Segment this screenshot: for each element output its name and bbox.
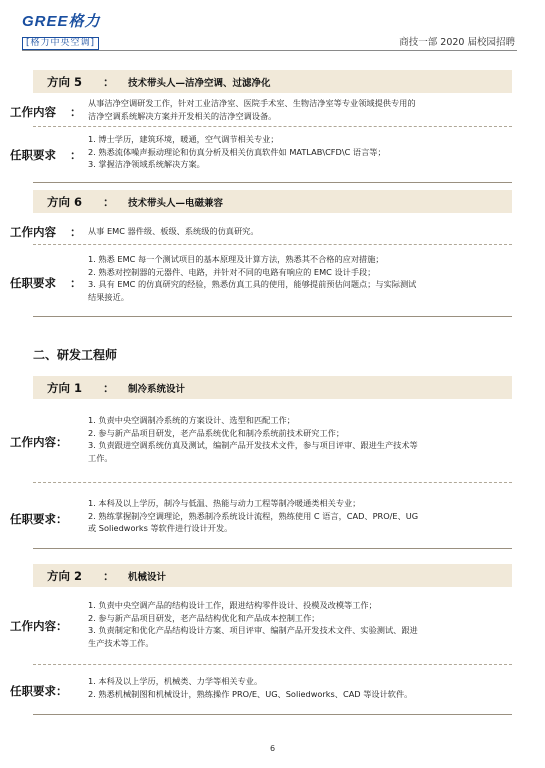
content-line: 1. 本科及以上学历，机械类、力学等相关专业。 — [88, 676, 263, 686]
requirements-label: 任职要求 — [10, 148, 56, 162]
page-number: 6 — [269, 744, 276, 753]
direction-title: 制冷系统设计 — [128, 384, 186, 395]
group-separator — [33, 714, 512, 715]
requirements-label: 任职要求： — [10, 684, 68, 698]
dashed-divider — [33, 244, 512, 245]
gree-logo — [22, 14, 122, 50]
work-content-text — [88, 414, 478, 464]
content-line: 1. 负责中央空调制冷系统的方案设计、选型和匹配工作； — [88, 415, 295, 425]
group-separator — [33, 182, 512, 183]
work-content-label: 工作内容： — [10, 619, 68, 633]
direction-label: 方向 5 — [47, 75, 83, 89]
direction-label: 方向 2 — [47, 569, 83, 583]
content-line: 3. 负责跟进空调系统仿真及测试，编制产品开发技术文件，参与项目评审、跟进生产技术等 — [88, 440, 418, 451]
content-line: 从事洁净空调研发工作，针对工业洁净室、医院手术室、生物洁净室等专业领域提供专用的 — [88, 98, 416, 108]
direction-row — [33, 190, 512, 213]
requirements-label: 任职要求： — [10, 512, 68, 526]
dashed-divider — [33, 664, 512, 665]
direction-colon: ： — [103, 195, 115, 209]
direction-label: 方向 6 — [47, 195, 83, 209]
direction-colon: ： — [103, 75, 115, 89]
content-line: 2. 参与新产品项目研发，老产品结构优化和产品成本控制工作； — [88, 612, 320, 623]
work-content-colon: ： — [70, 105, 82, 119]
header-title: 商技一部 2020 届校园招聘 — [399, 37, 515, 48]
work-content-text — [88, 225, 478, 238]
content-line: 洁净空调系统解决方案并开发相关的洁净空调设备。 — [88, 110, 277, 121]
content-line: 从事 EMC 器件级、板级、系统级的仿真研究。 — [88, 226, 259, 236]
logo-text: GREE格力 — [22, 13, 101, 30]
direction-colon: ： — [103, 381, 115, 395]
content-line: 2. 熟悉对控制器的元器件、电路，并针对不同的电路有响应的 EMC 设计手段； — [88, 266, 376, 277]
content-line: 1. 负责中央空调产品的结构设计工作，跟进结构零件设计、投模及改模等工作； — [88, 600, 377, 610]
direction-row — [33, 376, 512, 399]
content-line: 2. 参与新产品项目研发，老产品系统优化和制冷系统前技术研究工作； — [88, 427, 345, 438]
direction-label: 方向 1 — [47, 381, 83, 395]
content-line: 2. 熟悉流体噪声振动理论和仿真分析及相关仿真软件如 MATLAB\CFD\C 语言等； — [88, 146, 386, 157]
group-separator — [33, 316, 512, 317]
content-line: 或 Soliedworks 等软件进行设计开发。 — [88, 523, 233, 534]
requirements-text — [88, 253, 478, 303]
direction-colon: ： — [103, 569, 115, 583]
content-line: 生产技术等工作。 — [88, 637, 154, 648]
requirements-text — [88, 497, 478, 535]
content-line: 工作。 — [88, 452, 113, 463]
content-line: 3. 具有 EMC 的仿真研究的经验，熟悉仿真工具的使用，能够提前预估问题点；与实际测试 — [88, 279, 417, 290]
requirements-colon: ： — [70, 276, 82, 290]
content-line: 3. 掌握洁净领域系统解决方案。 — [88, 159, 205, 170]
content-line: 3. 负责制定和优化产品结构设计方案、项目评审、编制产品开发技术文件、实验测试、跟进 — [88, 625, 418, 636]
content-line: 结果接近。 — [88, 291, 129, 302]
requirements-text — [88, 133, 478, 171]
direction-title: 技术带头人—洁净空调、过滤净化 — [128, 78, 271, 89]
work-content-label: 工作内容 — [10, 105, 56, 119]
direction-row — [33, 564, 512, 587]
requirements-label: 任职要求 — [10, 276, 56, 290]
section-title: 二、研发工程师 — [33, 348, 118, 362]
requirements-text — [88, 675, 478, 700]
work-content-label: 工作内容： — [10, 435, 68, 449]
direction-title: 机械设计 — [128, 572, 167, 583]
dashed-divider — [33, 482, 512, 483]
content-line: 1. 博士学历，建筑环境，暖通，空气调节相关专业； — [88, 134, 279, 144]
direction-title: 技术带头人—电磁兼容 — [128, 198, 224, 209]
group-separator — [33, 548, 512, 549]
work-content-colon: ： — [70, 225, 82, 239]
header-rule — [22, 50, 517, 51]
content-line: 1. 本科及以上学历，制冷与低温、热能与动力工程等制冷暖通类相关专业； — [88, 498, 361, 508]
content-line: 2. 熟悉机械制图和机械设计，熟练操作 PRO/E、UG、Soliedworks、CAD 等设计软件。 — [88, 688, 413, 699]
content-line: 2. 熟练掌握制冷空调理论，熟悉制冷系统设计流程，熟练使用 C 语言，CAD、PRO/E、UG — [88, 510, 419, 521]
logo-subtext: [格力中央空调] — [22, 37, 99, 50]
work-content-text — [88, 599, 478, 649]
page-header — [0, 0, 545, 62]
direction-row — [33, 70, 512, 93]
requirements-colon: ： — [70, 148, 82, 162]
work-content-label: 工作内容 — [10, 225, 56, 239]
content-line: 1. 熟悉 EMC 每一个测试项目的基本原理及计算方法，熟悉其不合格的应对措施； — [88, 254, 384, 264]
dashed-divider — [33, 126, 512, 127]
work-content-text — [88, 97, 478, 122]
